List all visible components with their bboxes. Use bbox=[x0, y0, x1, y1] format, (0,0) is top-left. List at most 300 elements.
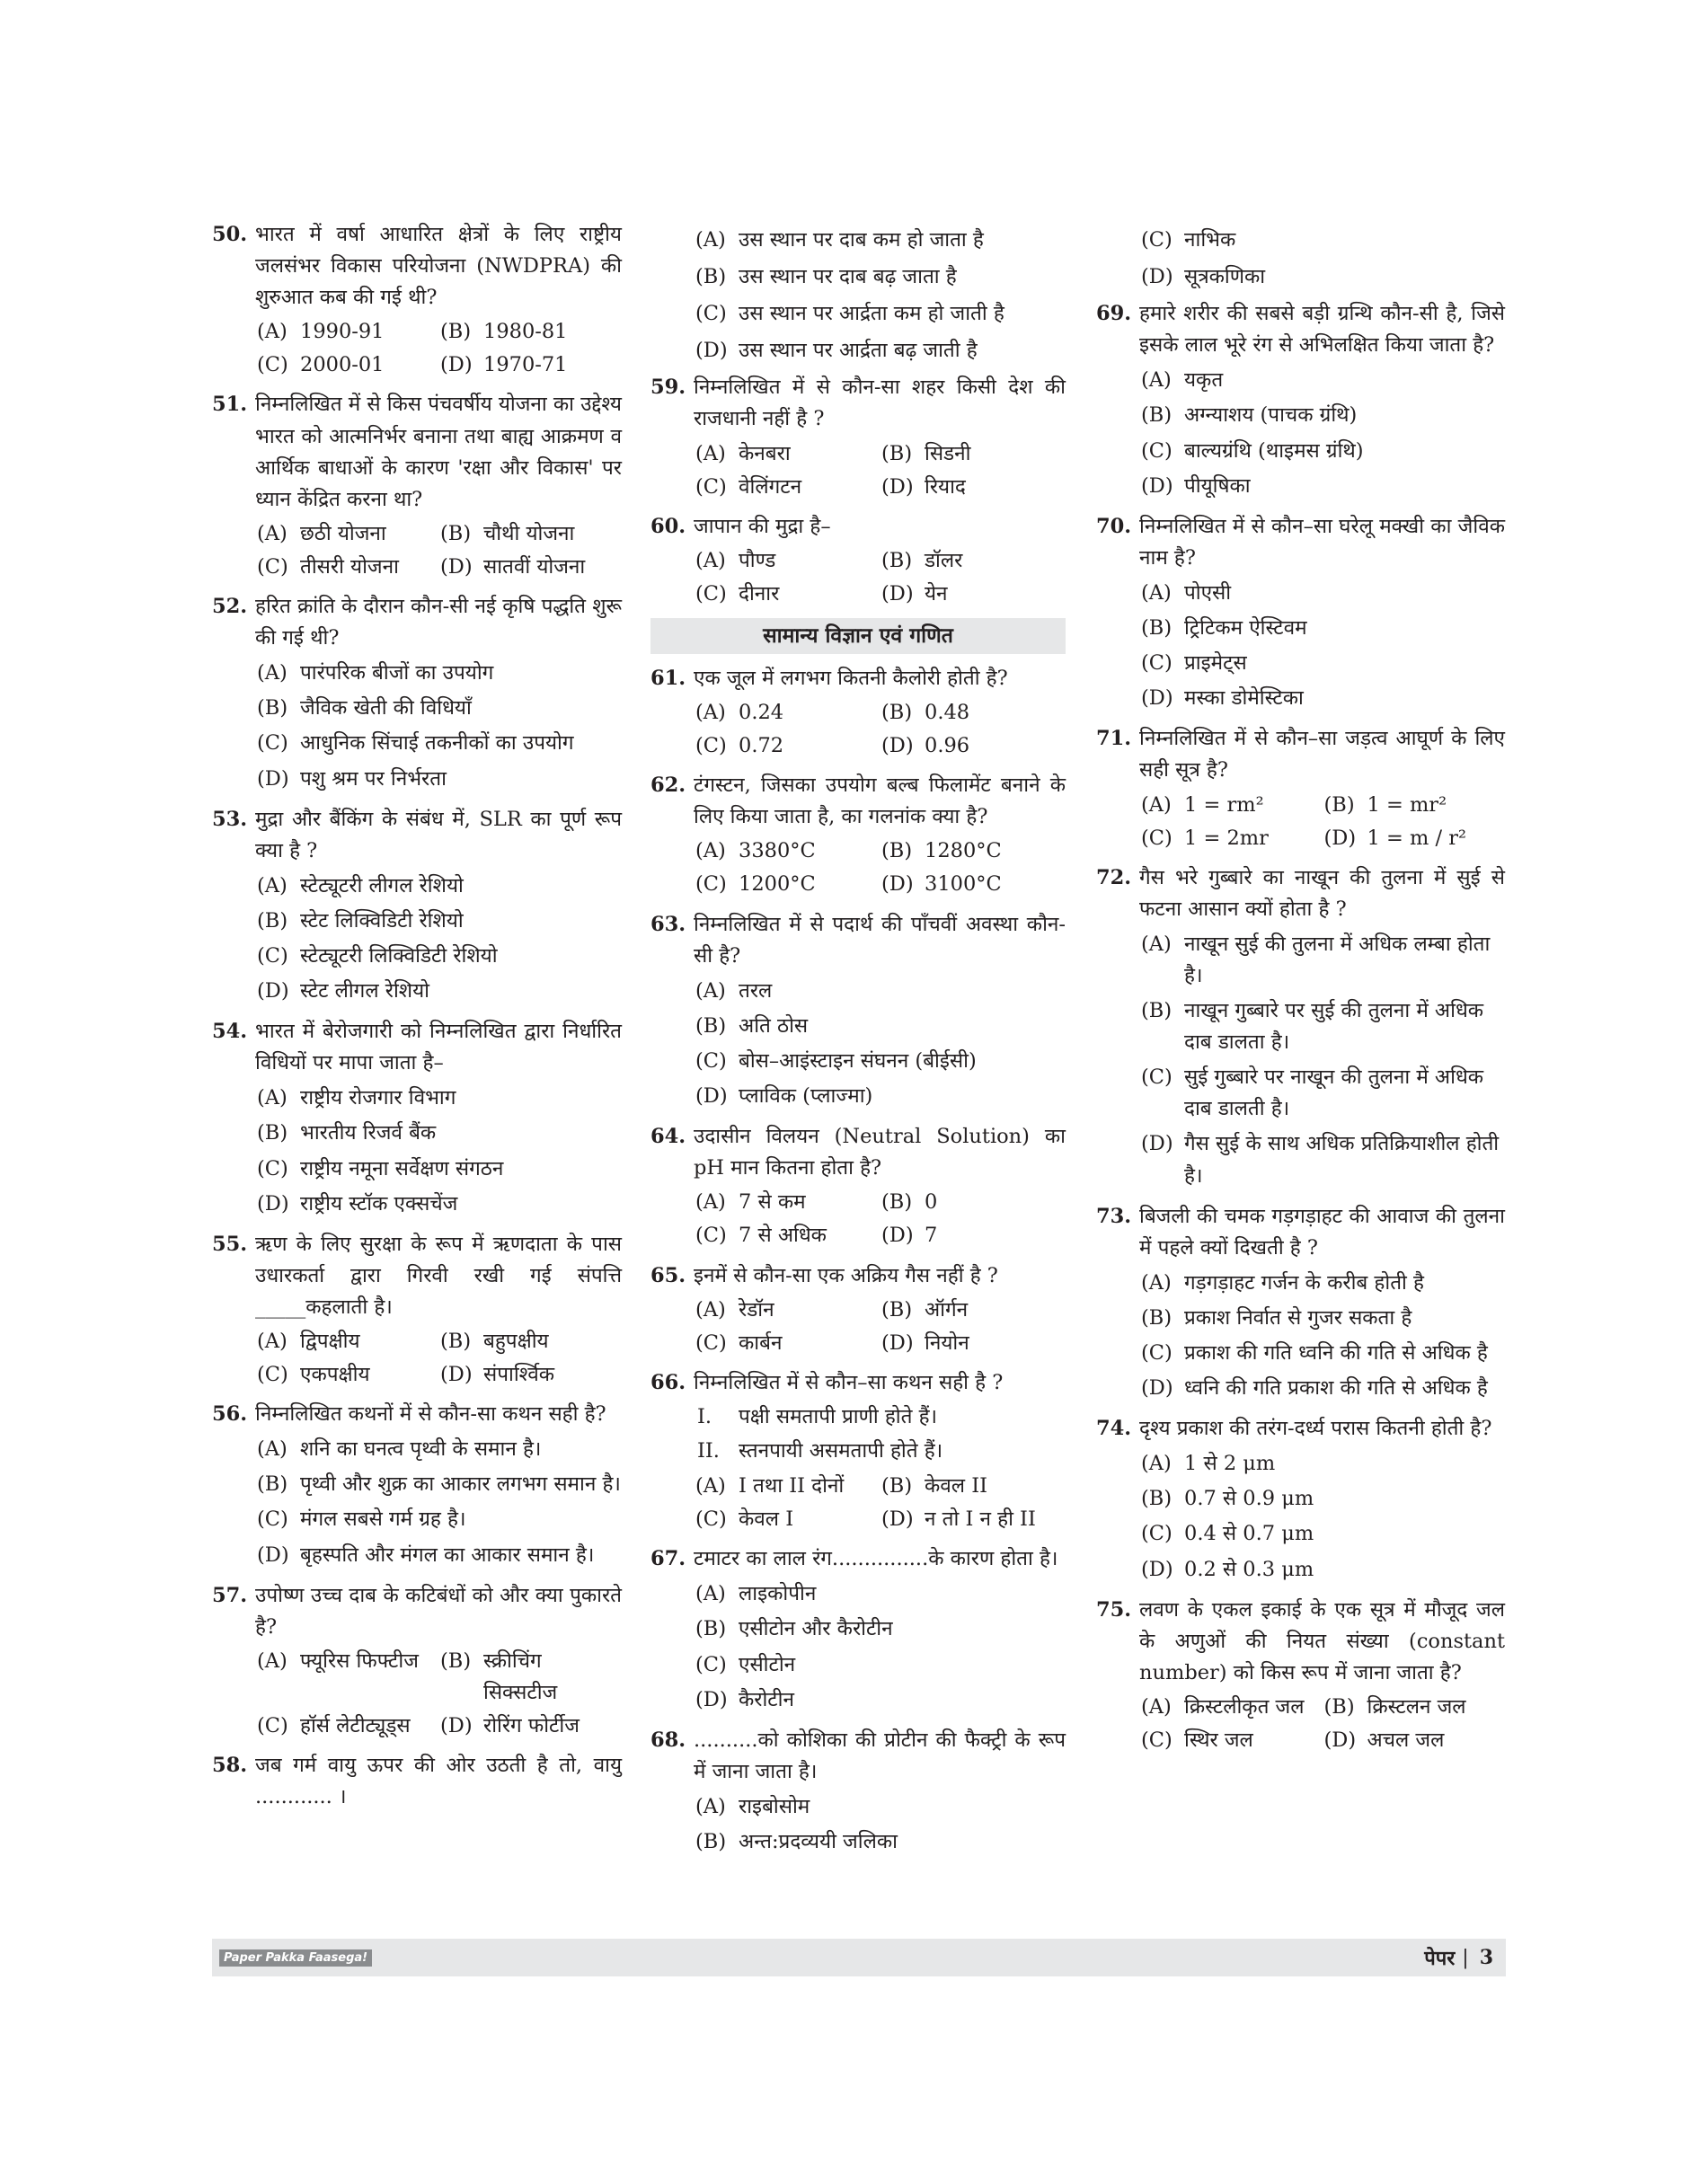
option-text: गड़गड़ाहट गर्जन के करीब होती है bbox=[1184, 1270, 1424, 1295]
question-text: निम्नलिखित में से कौन–सा घरेलू मक्खी का जैविक नाम है? bbox=[1139, 514, 1505, 570]
answer-option bbox=[694, 1328, 880, 1359]
question bbox=[1096, 1413, 1505, 1588]
option-text: बहुपक्षीय bbox=[483, 1330, 549, 1353]
option-text: रोरिंग फोर्टीज bbox=[483, 1714, 580, 1738]
option-label: (A) bbox=[1141, 368, 1172, 393]
answer-option bbox=[694, 1504, 880, 1535]
answer-option bbox=[1139, 1448, 1505, 1480]
answer-option bbox=[694, 1826, 1066, 1858]
option-label: (C) bbox=[695, 302, 727, 326]
footer-label: पेपर bbox=[1424, 1947, 1456, 1970]
option-label: (C) bbox=[1141, 1522, 1173, 1546]
answer-option bbox=[694, 438, 880, 470]
option-text: हॉर्स लेटीट्यूड्स bbox=[300, 1714, 411, 1738]
option-text: वेलिंगटन bbox=[739, 474, 802, 499]
option-text: केवल I bbox=[739, 1507, 794, 1532]
answer-option bbox=[1323, 1692, 1506, 1723]
option-label: (B) bbox=[440, 1649, 472, 1673]
option-text: लाइकोपीन bbox=[739, 1582, 817, 1606]
answer-option bbox=[1323, 1725, 1506, 1756]
option-text: चौथी योजना bbox=[483, 521, 575, 545]
option-label: (D) bbox=[257, 1543, 289, 1567]
answer-option bbox=[880, 1187, 1066, 1218]
question-text: एक जूल में लगभग कितनी कैलोरी होती है? bbox=[694, 666, 1008, 690]
option-label: (C) bbox=[257, 1507, 288, 1532]
answer-option bbox=[438, 1646, 622, 1709]
option-text: 1980-81 bbox=[483, 320, 568, 344]
option-label: (B) bbox=[881, 548, 913, 572]
option-text: रेडॉन bbox=[739, 1297, 774, 1322]
answer-option bbox=[1139, 648, 1505, 679]
option-text: 0.96 bbox=[925, 734, 970, 758]
option-label: (C) bbox=[257, 731, 288, 756]
option-label: (C) bbox=[257, 943, 288, 968]
option-text: 7 bbox=[925, 1224, 938, 1248]
option-label: (B) bbox=[257, 908, 288, 933]
option-label: (B) bbox=[440, 1330, 472, 1353]
option-text: जैविक खेती की विधियाँ bbox=[300, 696, 472, 720]
answer-option bbox=[694, 1046, 1066, 1077]
answer-option bbox=[438, 316, 622, 348]
option-label: (D) bbox=[1141, 473, 1173, 498]
option-text: 0.4 से 0.7 μm bbox=[1184, 1522, 1314, 1546]
question-number: 61. bbox=[650, 666, 686, 690]
option-text: राइबोसोम bbox=[739, 1794, 810, 1818]
question-body bbox=[255, 804, 622, 1012]
option-label: (D) bbox=[440, 554, 473, 579]
question-number: 65. bbox=[650, 1263, 686, 1287]
option-text: क्रिस्टलीकृत जल bbox=[1184, 1694, 1305, 1719]
option-label: (B) bbox=[881, 701, 913, 724]
option-text: अति ठोस bbox=[739, 1013, 809, 1038]
option-text: स्टेट्यूटरी लिक्विडिटी रेशियो bbox=[300, 943, 498, 968]
question bbox=[1096, 723, 1505, 856]
option-text: केनबरा bbox=[739, 441, 791, 465]
question bbox=[650, 663, 1066, 765]
question bbox=[212, 591, 622, 799]
question bbox=[1096, 511, 1505, 719]
answer-option bbox=[1139, 225, 1505, 256]
answer-options bbox=[694, 1186, 1066, 1252]
question-number: 63. bbox=[650, 912, 686, 936]
answer-options bbox=[255, 871, 622, 1007]
question-text: हमारे शरीर की सबसे बड़ी ग्रन्थि कौन-सी है, जिसे इसके लाल भूरे रंग से अभिलक्षित किया जाता है? bbox=[1139, 302, 1505, 358]
option-label: (D) bbox=[257, 766, 289, 791]
question-body bbox=[694, 511, 1066, 613]
question bbox=[650, 372, 1066, 505]
option-text: सुई गुब्बारे पर नाखून की तुलना में अधिक दाब डालती है। bbox=[1184, 1065, 1484, 1121]
question-text: दृश्य प्रकाश की तरंग-दर्ध्य परास कितनी होती है? bbox=[1139, 1417, 1492, 1441]
answer-options bbox=[255, 658, 622, 794]
option-text: 7 से अधिक bbox=[739, 1224, 827, 1248]
answer-option bbox=[880, 1295, 1066, 1326]
question-text: गैस भरे गुब्बारे का नाखून की तुलना में सुई से फटना आसान क्यों होता है ? bbox=[1139, 865, 1505, 921]
answer-option bbox=[255, 1646, 438, 1709]
question-text: टंगस्टन, जिसका उपयोग बल्ब फिलामेंट बनाने के लिए किया जाता है, का गलनांक क्या है? bbox=[694, 774, 1066, 829]
option-text: मस्का डोमेस्टिका bbox=[1184, 686, 1304, 711]
option-label: (B) bbox=[257, 1121, 288, 1145]
answer-option bbox=[255, 1540, 622, 1571]
question-body bbox=[1139, 1201, 1505, 1409]
question-body bbox=[694, 770, 1066, 903]
option-label: (C) bbox=[695, 1652, 727, 1676]
statement-label: II. bbox=[697, 1438, 720, 1463]
answer-options bbox=[1139, 929, 1505, 1192]
option-text: केवल II bbox=[925, 1474, 987, 1498]
question bbox=[212, 389, 622, 586]
question bbox=[212, 1580, 622, 1745]
option-label: (C) bbox=[695, 1330, 727, 1355]
answer-option bbox=[694, 298, 1066, 330]
question-text: जापान की मुद्रा है– bbox=[694, 514, 831, 538]
question bbox=[650, 770, 1066, 903]
option-text: 0.48 bbox=[925, 701, 970, 724]
option-text: 0.7 से 0.9 μm bbox=[1184, 1487, 1314, 1511]
option-text: 1 = 2mr bbox=[1184, 826, 1269, 850]
option-text: पृथ्वी और शुक्र का आकार लगभग समान है। bbox=[300, 1472, 621, 1497]
question bbox=[212, 1016, 622, 1224]
question-text: जब गर्म वायु ऊपर की ओर उठती है तो, वायु ............ । bbox=[255, 1754, 622, 1809]
option-text: 3380°C bbox=[739, 839, 816, 863]
question-number: 50. bbox=[212, 223, 248, 246]
option-label: (C) bbox=[695, 1224, 727, 1248]
answer-options bbox=[694, 1294, 1066, 1360]
answer-option bbox=[694, 1649, 1066, 1681]
option-label: (A) bbox=[1141, 1452, 1172, 1476]
questions-69-75 bbox=[1096, 298, 1505, 1759]
question-text: निम्नलिखित में से कौन–सा जड़त्व आघूर्ण के लिए सही सूत्र है? bbox=[1139, 727, 1505, 782]
question bbox=[650, 1121, 1066, 1254]
answer-option bbox=[255, 906, 622, 937]
answer-option bbox=[255, 728, 622, 759]
option-label: (A) bbox=[695, 1297, 726, 1322]
question-number: 60. bbox=[650, 514, 686, 538]
option-text: प्रकाश निर्वात से गुजर सकता है bbox=[1184, 1305, 1412, 1330]
question-body bbox=[694, 1543, 1066, 1719]
option-label: (D) bbox=[881, 734, 914, 758]
answer-option bbox=[1139, 1518, 1505, 1550]
option-label: (B) bbox=[695, 265, 727, 289]
option-text: पोएसी bbox=[1184, 580, 1232, 605]
option-label: (D) bbox=[881, 474, 914, 499]
option-label: (A) bbox=[1141, 1694, 1172, 1719]
option-text: उस स्थान पर दाब कम हो जाता है bbox=[739, 228, 984, 252]
option-text: 1200°C bbox=[739, 872, 816, 897]
option-text: नियोन bbox=[925, 1330, 969, 1355]
option-label: (B) bbox=[257, 1472, 288, 1497]
option-label: (A) bbox=[695, 228, 726, 252]
option-text: राष्ट्रीय स्टॉक एक्सचेंज bbox=[300, 1191, 458, 1216]
option-label: (D) bbox=[1141, 1557, 1173, 1581]
answer-option bbox=[694, 261, 1066, 293]
option-label: (C) bbox=[257, 554, 288, 579]
question-body bbox=[1139, 723, 1505, 856]
answer-option bbox=[255, 1154, 622, 1185]
page-footer bbox=[212, 1939, 1506, 1976]
questions-61-68 bbox=[650, 663, 1066, 1861]
answer-option bbox=[255, 1469, 622, 1500]
option-label: (B) bbox=[881, 1297, 913, 1322]
question-68-options-cont bbox=[1096, 225, 1505, 293]
question-58-options bbox=[650, 225, 1066, 367]
question-text: भारत में बेरोजगारी को निम्नलिखित द्वारा निर्धारित विधियों पर मापा जाता है– bbox=[255, 1020, 622, 1075]
answer-options bbox=[255, 517, 622, 584]
answer-options bbox=[694, 1470, 1066, 1536]
option-text: सिडनी bbox=[925, 441, 971, 465]
option-text: पारंपरिक बीजों का उपयोग bbox=[300, 661, 494, 685]
question bbox=[1096, 1201, 1505, 1409]
option-label: (D) bbox=[695, 339, 728, 363]
question-number: 69. bbox=[1096, 302, 1132, 326]
option-text: 3100°C bbox=[925, 872, 1002, 897]
option-text: 0.2 से 0.3 μm bbox=[1184, 1557, 1314, 1581]
option-text: 7 से कम bbox=[739, 1190, 806, 1215]
option-label: (C) bbox=[257, 353, 288, 377]
continued-options bbox=[650, 225, 1066, 367]
question-body bbox=[255, 1399, 622, 1574]
question-body bbox=[1139, 511, 1505, 719]
continued-options bbox=[1096, 225, 1505, 293]
option-label: (D) bbox=[440, 1363, 473, 1387]
answer-option bbox=[694, 1187, 880, 1218]
option-label: (C) bbox=[257, 1363, 288, 1387]
option-label: (A) bbox=[257, 1086, 288, 1110]
option-text: स्क्रीचिंग सिक्सटीज bbox=[483, 1649, 558, 1704]
answer-option bbox=[255, 871, 622, 902]
question bbox=[650, 909, 1066, 1117]
option-label: (C) bbox=[1141, 651, 1173, 676]
answer-option bbox=[694, 976, 1066, 1007]
option-text: सूत्रकणिका bbox=[1184, 265, 1266, 289]
option-text: उस स्थान पर दाब बढ़ जाता है bbox=[739, 265, 957, 289]
question-text: भारत में वर्षा आधारित क्षेत्रों के लिए राष्ट्रीय जलसंभर विकास परियोजना (NWDPRA) की शुरुआत कब की गई थी? bbox=[255, 223, 622, 310]
option-text: क्रिस्टलन जल bbox=[1367, 1694, 1466, 1719]
statement bbox=[694, 1401, 1066, 1433]
question-body bbox=[255, 219, 622, 384]
option-label: (C) bbox=[695, 872, 727, 897]
answer-option bbox=[694, 1081, 1066, 1112]
question-text: निम्नलिखित में से कौन–सा कथन सही है ? bbox=[694, 1370, 1004, 1394]
option-label: (A) bbox=[1141, 792, 1172, 817]
option-text: अचल जल bbox=[1367, 1728, 1445, 1753]
option-text: राष्ट्रीय रोजगार विभाग bbox=[300, 1086, 456, 1110]
question-text: लवण के एकल इकाई के एक सूत्र में मौजूद जल के अणुओं की नियत संख्या (constant number) को किस रूप में जाना जाता है? bbox=[1139, 1597, 1505, 1684]
option-text: 1 से 2 μm bbox=[1184, 1452, 1276, 1476]
answer-options bbox=[694, 1578, 1066, 1715]
answer-option bbox=[438, 1359, 622, 1391]
question-text: हरित क्रांति के दौरान कौन-सी नई कृषि पद्धति शुरू की गई थी? bbox=[255, 595, 622, 650]
option-text: नाभिक bbox=[1184, 228, 1236, 252]
option-text: तीसरी योजना bbox=[300, 554, 399, 579]
option-label: (A) bbox=[1141, 1270, 1172, 1295]
option-text: नाखून गुब्बारे पर सुई की तुलना में अधिक दाब डालता है। bbox=[1184, 999, 1484, 1055]
option-label: (A) bbox=[695, 441, 726, 465]
answer-option bbox=[880, 697, 1066, 729]
answer-option bbox=[694, 1011, 1066, 1042]
answer-options bbox=[255, 1645, 622, 1743]
answer-option bbox=[1139, 1692, 1323, 1723]
answer-option bbox=[1139, 471, 1505, 502]
column-3 bbox=[1096, 219, 1505, 1764]
option-text: पशु श्रम पर निर्भरता bbox=[300, 766, 447, 791]
option-label: (D) bbox=[695, 1687, 728, 1711]
question-text: टमाटर का लाल रंग...............के कारण होता है। bbox=[694, 1547, 1058, 1571]
question-number: 53. bbox=[212, 807, 248, 831]
question-body bbox=[255, 1229, 622, 1393]
question-number: 56. bbox=[212, 1402, 248, 1427]
option-label: (C) bbox=[1141, 1341, 1173, 1365]
option-text: उस स्थान पर आर्द्रता कम हो जाती है bbox=[739, 302, 1004, 326]
option-label: (A) bbox=[257, 661, 288, 685]
option-text: तरल bbox=[739, 978, 773, 1003]
option-label: (B) bbox=[1141, 1305, 1173, 1330]
column-2 bbox=[650, 219, 1066, 1867]
question-text: ..........को कोशिका की प्रोटीन की फैक्ट्री के रूप में जाना जाता है। bbox=[694, 1728, 1066, 1783]
option-label: (B) bbox=[881, 1190, 913, 1215]
option-label: (D) bbox=[440, 1714, 473, 1738]
answer-option bbox=[1139, 1128, 1505, 1191]
option-label: (C) bbox=[257, 1156, 288, 1180]
option-label: (C) bbox=[695, 1507, 727, 1532]
answer-option bbox=[694, 730, 880, 762]
question-text: निम्नलिखित कथनों में से कौन-सा कथन सही है? bbox=[255, 1402, 606, 1427]
question-number: 51. bbox=[212, 393, 248, 417]
answer-option bbox=[1139, 1373, 1505, 1404]
option-text: एसीटोन और कैरोटीन bbox=[739, 1617, 893, 1641]
option-label: (D) bbox=[881, 872, 914, 897]
question-number: 73. bbox=[1096, 1204, 1132, 1228]
option-text: स्टेट लिक्विडिटी रेशियो bbox=[300, 908, 464, 933]
option-label: (A) bbox=[695, 548, 726, 572]
question-number: 74. bbox=[1096, 1417, 1132, 1441]
option-text: फ्यूरिस फिफ्टीज bbox=[300, 1649, 419, 1673]
option-text: 0.24 bbox=[739, 701, 784, 724]
question-number: 62. bbox=[650, 774, 686, 798]
option-text: रियाद bbox=[925, 474, 966, 499]
option-text: संपार्श्विक bbox=[483, 1363, 554, 1387]
option-label: (B) bbox=[881, 839, 913, 863]
answer-option bbox=[694, 835, 880, 867]
option-text: कार्बन bbox=[739, 1330, 783, 1355]
option-label: (C) bbox=[257, 1714, 288, 1738]
question-body bbox=[1139, 1413, 1505, 1588]
question-number: 68. bbox=[650, 1728, 686, 1752]
option-label: (D) bbox=[1323, 1728, 1357, 1753]
option-text: उस स्थान पर आर्द्रता बढ़ जाती है bbox=[739, 339, 978, 363]
option-text: गैस सुई के साथ अधिक प्रतिक्रियाशील होती है। bbox=[1184, 1132, 1500, 1188]
question-body bbox=[255, 1580, 622, 1745]
question-number: 52. bbox=[212, 595, 248, 619]
answer-option bbox=[880, 835, 1066, 867]
answer-option bbox=[694, 1220, 880, 1251]
answer-option bbox=[438, 518, 622, 550]
answer-option bbox=[1323, 790, 1506, 821]
answer-option bbox=[694, 1295, 880, 1326]
footer-separator: | bbox=[1462, 1946, 1469, 1969]
answer-option bbox=[880, 1328, 1066, 1359]
option-text: 1 = m / r² bbox=[1367, 826, 1466, 850]
question-text: इनमें से कौन-सा एक अक्रिय गैस नहीं है ? bbox=[694, 1263, 998, 1287]
question-text: निम्नलिखित में से किस पंचवर्षीय योजना का उद्देश्य भारत को आत्मनिर्भर बनाना तथा बाह्य आक्रमण व आर्थिक बाधाओं के कारण 'रक्षा और विकास' पर ध्यान केंद्रित करना था? bbox=[255, 393, 622, 511]
answer-option bbox=[880, 545, 1066, 577]
question bbox=[212, 1229, 622, 1393]
option-label: (D) bbox=[1141, 1132, 1173, 1156]
option-label: (A) bbox=[695, 839, 726, 863]
option-label: (B) bbox=[1141, 403, 1173, 428]
answer-option bbox=[694, 545, 880, 577]
statement-label: I. bbox=[697, 1404, 712, 1428]
answer-option bbox=[255, 349, 438, 381]
option-label: (C) bbox=[1141, 438, 1173, 463]
option-text: मंगल सबसे गर्म ग्रह है। bbox=[300, 1507, 466, 1532]
option-text: 1990-91 bbox=[300, 320, 385, 344]
answer-options bbox=[1139, 1268, 1505, 1404]
option-label: (B) bbox=[1141, 616, 1173, 641]
answer-options bbox=[694, 696, 1066, 763]
option-label: (D) bbox=[881, 1330, 914, 1355]
answer-options bbox=[694, 835, 1066, 901]
answer-option bbox=[1139, 995, 1505, 1058]
option-label: (C) bbox=[695, 734, 727, 758]
answer-option bbox=[255, 1083, 622, 1114]
question bbox=[1096, 298, 1505, 506]
answer-option bbox=[255, 764, 622, 795]
option-text: 2000-01 bbox=[300, 353, 385, 377]
question-number: 54. bbox=[212, 1020, 248, 1044]
answer-option bbox=[1139, 790, 1323, 821]
option-text: राष्ट्रीय नमूना सर्वेक्षण संगठन bbox=[300, 1156, 504, 1180]
question-body bbox=[255, 1016, 622, 1224]
answer-option bbox=[1139, 1338, 1505, 1369]
question bbox=[212, 1399, 622, 1574]
question-number: 59. bbox=[650, 376, 686, 400]
option-label: (B) bbox=[1323, 1694, 1355, 1719]
question bbox=[650, 1725, 1066, 1861]
answer-options bbox=[1139, 578, 1505, 714]
question-body bbox=[1139, 862, 1505, 1196]
option-label: (D) bbox=[257, 1191, 289, 1216]
answer-option bbox=[694, 335, 1066, 367]
question-text: निम्नलिखित में से पदार्थ की पाँचवीं अवस्था कौन-सी है? bbox=[694, 912, 1066, 968]
answer-option bbox=[1139, 365, 1505, 396]
statement-text: पक्षी समतापी प्राणी होते हैं। bbox=[739, 1404, 938, 1428]
answer-options bbox=[694, 976, 1066, 1112]
page-number-block bbox=[1424, 1944, 1493, 1971]
option-label: (B) bbox=[695, 1830, 727, 1853]
option-text: 1 = mr² bbox=[1367, 792, 1447, 817]
question bbox=[650, 1367, 1066, 1538]
option-text: आधुनिक सिंचाई तकनीकों का उपयोग bbox=[300, 731, 574, 756]
option-label: (A) bbox=[257, 1437, 288, 1462]
answer-option bbox=[1139, 1483, 1505, 1515]
option-label: (A) bbox=[695, 701, 726, 724]
option-label: (A) bbox=[257, 320, 288, 344]
question-body bbox=[694, 909, 1066, 1117]
option-text: स्थिर जल bbox=[1184, 1728, 1253, 1753]
question-body bbox=[1139, 1595, 1505, 1759]
brand-logo: Paper Pakka Faasega! bbox=[219, 1949, 372, 1967]
option-label: (D) bbox=[881, 1224, 914, 1248]
answer-options bbox=[255, 1325, 622, 1392]
option-text: येन bbox=[925, 581, 948, 606]
question-body bbox=[255, 389, 622, 586]
option-label: (A) bbox=[1141, 932, 1172, 956]
answer-option bbox=[1139, 1303, 1505, 1334]
question-text: निम्नलिखित में से कौन-सा शहर किसी देश की राजधानी नहीं है ? bbox=[694, 376, 1066, 431]
option-label: (D) bbox=[440, 353, 473, 377]
answer-options bbox=[1139, 365, 1505, 501]
answer-option bbox=[255, 1326, 438, 1357]
